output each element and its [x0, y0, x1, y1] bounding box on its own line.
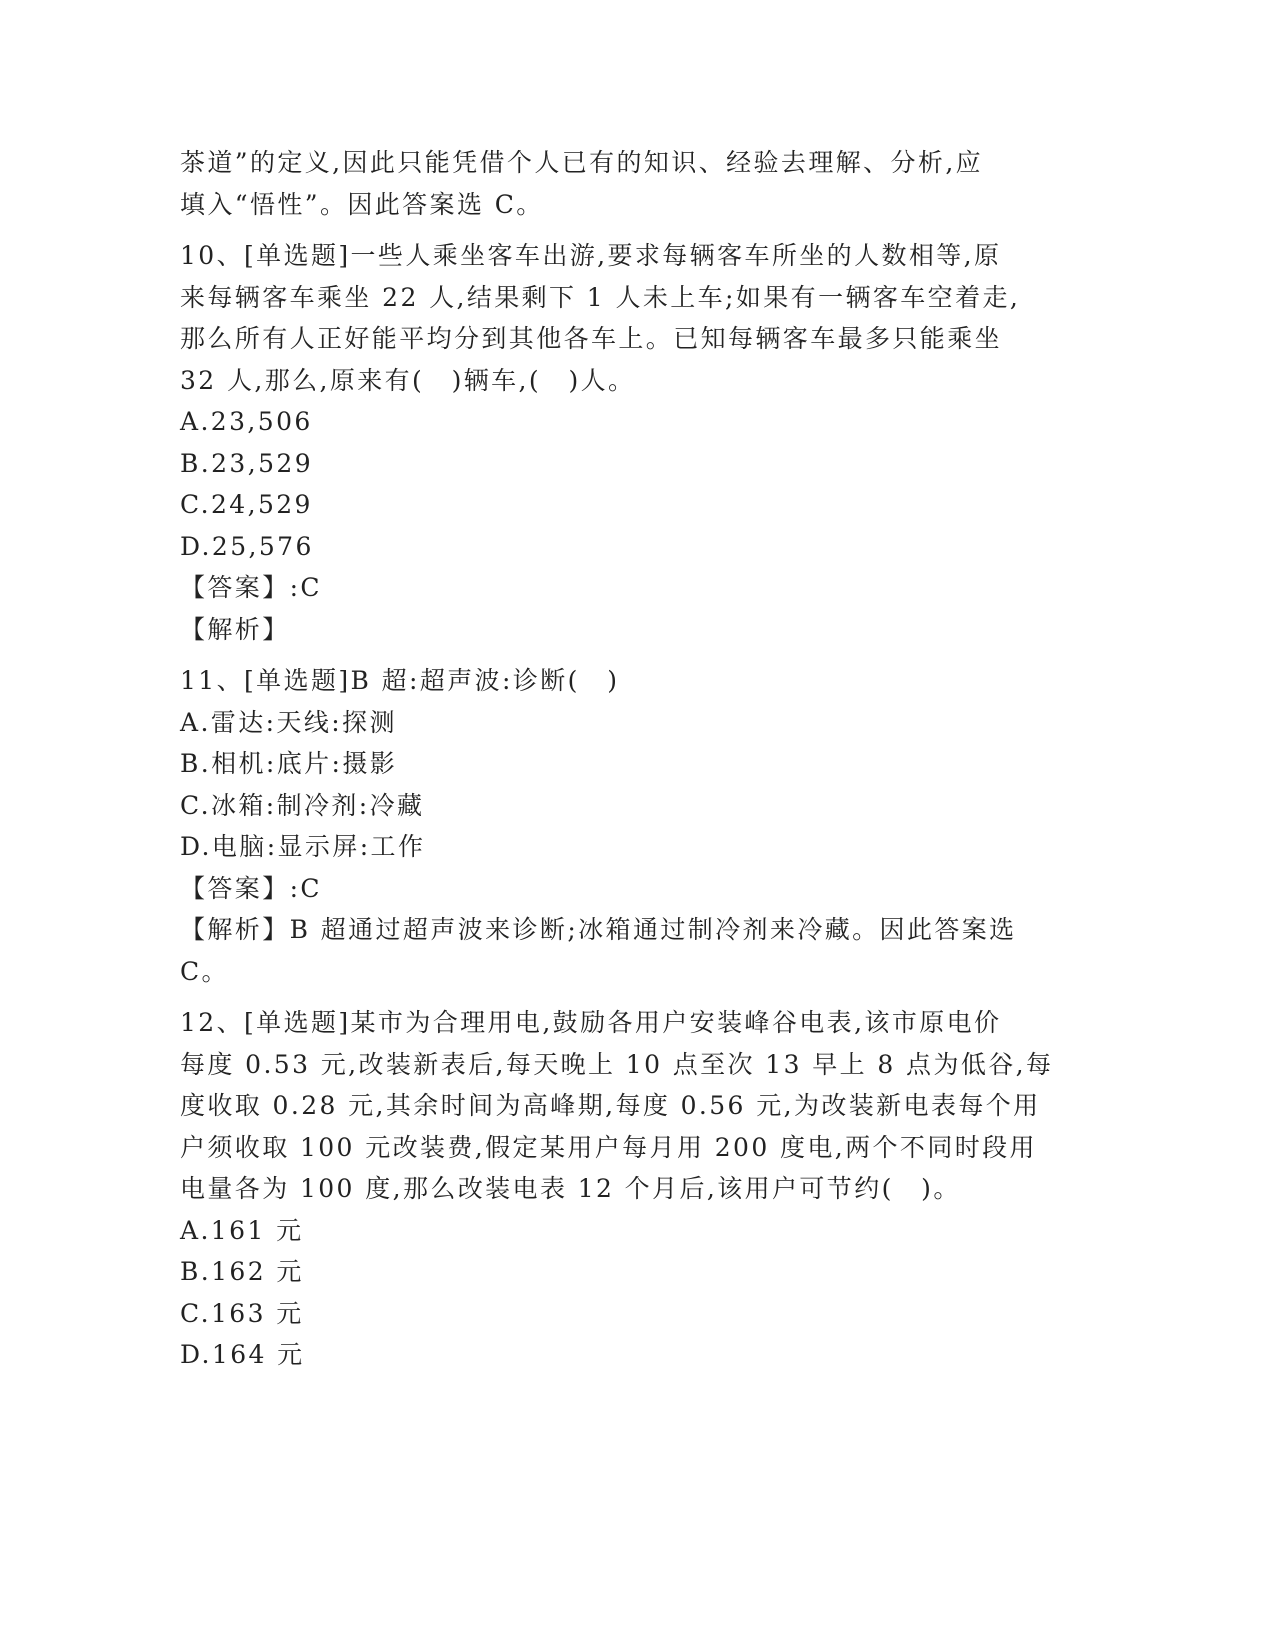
question-stem-line: 12、[单选题]某市为合理用电,鼓励各用户安装峰谷电表,该市原电价: [180, 1008, 1002, 1037]
question-stem-line: 每度 0.53 元,改装新表后,每天晚上 10 点至次 13 早上 8 点为低谷,每: [180, 1049, 1054, 1079]
option-b: B.162 元: [180, 1257, 304, 1286]
option-c: C.冰箱:制冷剂:冷藏: [180, 790, 425, 820]
answer-line: 【答案】:C: [180, 573, 322, 602]
text-line: 茶道”的定义,因此只能凭借个人已有的知识、经验去理解、分析,应: [180, 148, 984, 177]
option-b: B.23,529: [180, 448, 313, 478]
question-stem-line: 电量各为 100 度,那么改装电表 12 个月后,该用户可节约( )。: [180, 1174, 961, 1203]
option-a: A.雷达:天线:探测: [180, 707, 397, 737]
option-c: C.24,529: [180, 490, 313, 519]
option-d: D.电脑:显示屏:工作: [180, 832, 426, 861]
option-d: D.25,576: [180, 531, 314, 561]
question-stem-line: 10、[单选题]一些人乘坐客车出游,要求每辆客车所坐的人数相等,原: [180, 241, 1002, 270]
previous-analysis-continuation: [180, 142, 1040, 225]
option-c: C.163 元: [180, 1298, 304, 1328]
analysis-line: 【解析】: [180, 614, 290, 644]
question-10: [180, 235, 1040, 650]
question-stem-line: 来每辆客车乘坐 22 人,结果剩下 1 人未上车;如果有一辆客车空着走,: [180, 282, 1021, 312]
document-page: [180, 142, 1054, 1376]
paragraph-gap: [180, 650, 1040, 660]
question-12: [180, 1002, 1054, 1376]
paragraph-gap: [180, 225, 1040, 235]
question-stem-line: 11、[单选题]B 超:超声波:诊断( ): [180, 666, 620, 695]
question-stem-line: 32 人,那么,原来有( )辆车,( )人。: [180, 365, 636, 395]
text-line: 填入“悟性”。因此答案选 C。: [180, 189, 544, 219]
option-d: D.164 元: [180, 1340, 305, 1369]
answer-line: 【答案】:C: [180, 873, 322, 903]
question-11: [180, 660, 1040, 992]
question-stem-line: 那么所有人正好能平均分到其他各车上。已知每辆客车最多只能乘坐: [180, 324, 1003, 353]
option-a: A.23,506: [180, 407, 313, 436]
question-stem-line: 户须收取 100 元改装费,假定某用户每月用 200 度电,两个不同时段用: [180, 1132, 1037, 1162]
question-stem-line: 度收取 0.28 元,其余时间为高峰期,每度 0.56 元,为改装新电表每个用: [180, 1091, 1041, 1120]
option-a: A.161 元: [180, 1215, 304, 1245]
analysis-line: C。: [180, 956, 229, 986]
option-b: B.相机:底片:摄影: [180, 749, 398, 778]
paragraph-gap: [180, 992, 1040, 1002]
analysis-line: 【解析】B 超通过超声波来诊断;冰箱通过制冷剂来冷藏。因此答案选: [180, 915, 1017, 944]
